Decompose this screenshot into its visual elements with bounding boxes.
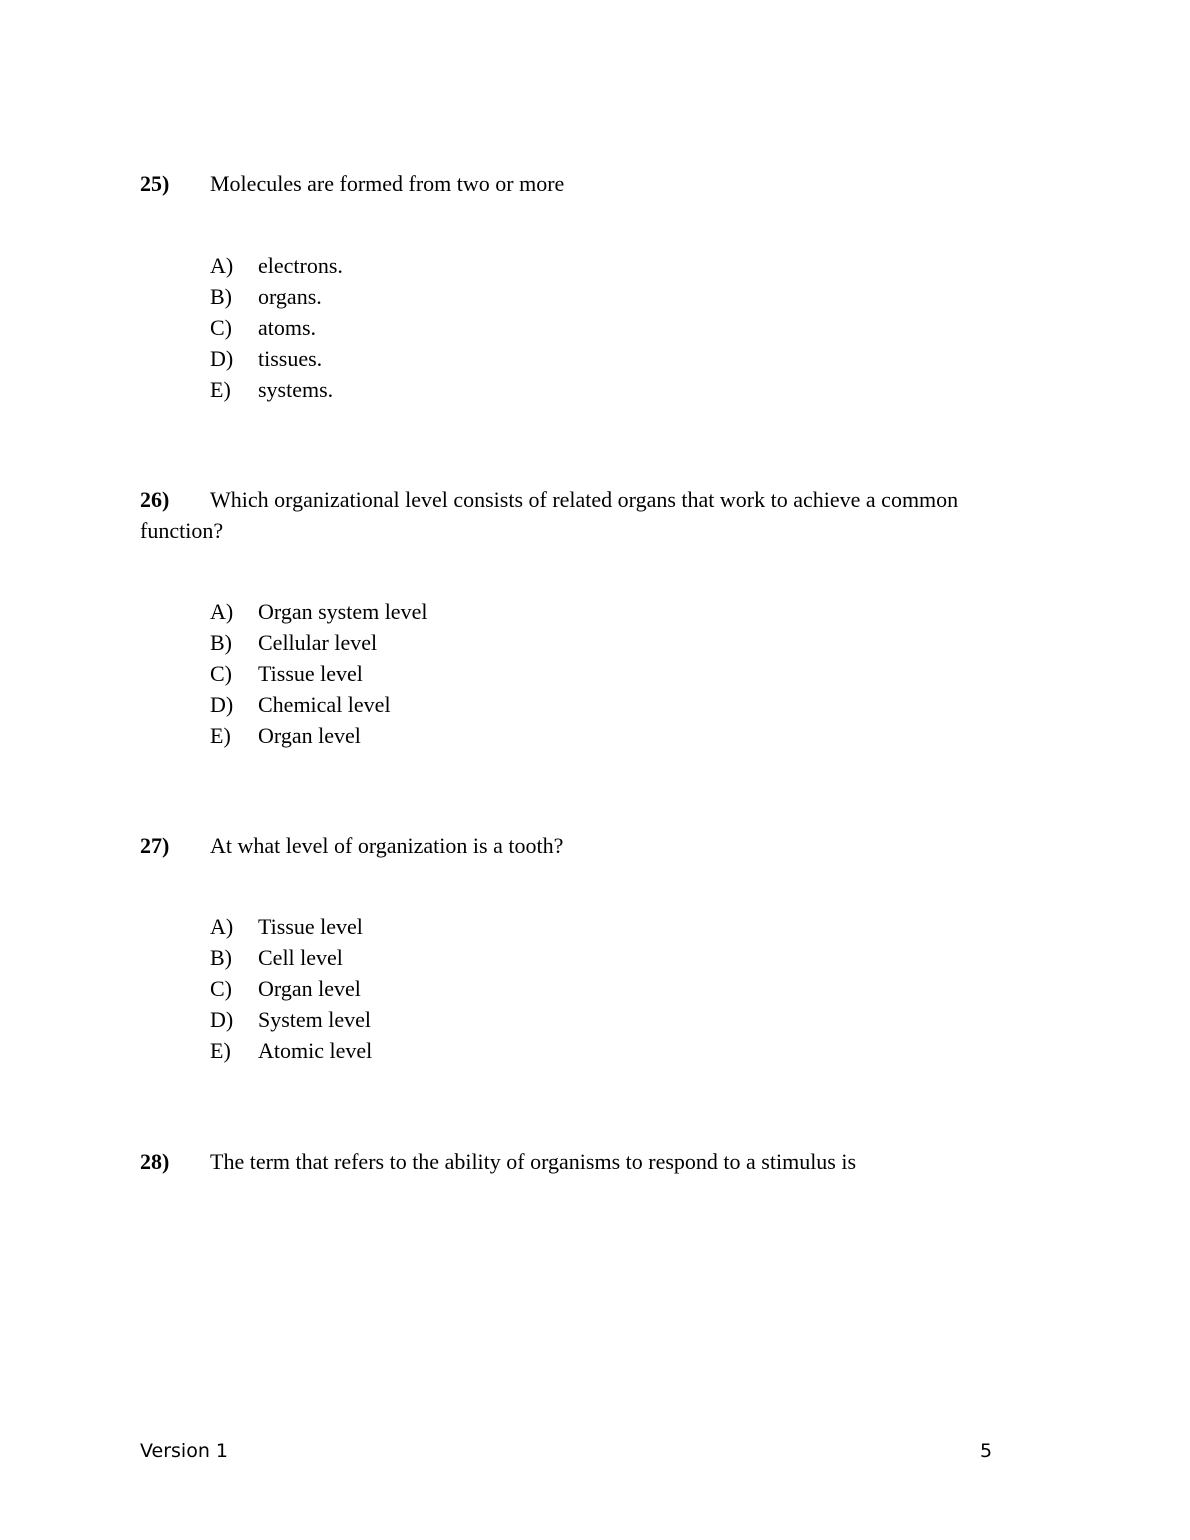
answer-option-e bbox=[210, 1035, 372, 1066]
answer-option-d bbox=[210, 689, 427, 720]
option-text: Organ level bbox=[258, 723, 361, 748]
question-stem bbox=[140, 1146, 1020, 1177]
option-letter: A) bbox=[210, 253, 234, 278]
answer-option-a bbox=[210, 250, 343, 281]
option-letter: E) bbox=[210, 723, 231, 748]
question-stem bbox=[140, 484, 1020, 546]
question-text: Molecules are formed from two or more bbox=[210, 171, 565, 196]
option-text: Organ system level bbox=[258, 599, 428, 624]
footer-version: Version 1 bbox=[140, 1440, 228, 1462]
question-stem bbox=[140, 168, 1020, 199]
option-letter: D) bbox=[210, 346, 234, 371]
answer-option-c bbox=[210, 973, 372, 1004]
option-letter: C) bbox=[210, 661, 232, 686]
option-text: systems. bbox=[258, 377, 334, 402]
answer-options bbox=[210, 911, 372, 1066]
option-letter: B) bbox=[210, 284, 232, 309]
option-letter: E) bbox=[210, 1038, 231, 1063]
question-25 bbox=[140, 168, 1020, 402]
page-number: 5 bbox=[980, 1440, 993, 1462]
question-stem bbox=[140, 830, 1020, 861]
option-text: electrons. bbox=[258, 253, 343, 278]
option-text: Tissue level bbox=[258, 914, 363, 939]
question-26 bbox=[140, 484, 1020, 748]
answer-option-b bbox=[210, 942, 372, 973]
option-letter: C) bbox=[210, 315, 232, 340]
option-text: Atomic level bbox=[258, 1038, 373, 1063]
option-text: tissues. bbox=[258, 346, 323, 371]
option-text: Cell level bbox=[258, 945, 343, 970]
option-text: Cellular level bbox=[258, 630, 378, 655]
option-letter: D) bbox=[210, 692, 234, 717]
answer-options bbox=[210, 250, 343, 405]
option-letter: E) bbox=[210, 377, 231, 402]
answer-option-d bbox=[210, 1004, 372, 1035]
option-letter: B) bbox=[210, 945, 232, 970]
question-27 bbox=[140, 830, 1020, 1063]
option-letter: A) bbox=[210, 914, 234, 939]
answer-options bbox=[210, 596, 427, 751]
question-number: 26) bbox=[140, 487, 170, 512]
option-letter: A) bbox=[210, 599, 234, 624]
answer-option-e bbox=[210, 720, 427, 751]
option-text: organs. bbox=[258, 284, 322, 309]
option-text: System level bbox=[258, 1007, 372, 1032]
option-text: Tissue level bbox=[258, 661, 363, 686]
option-letter: C) bbox=[210, 976, 232, 1001]
option-letter: B) bbox=[210, 630, 232, 655]
question-number: 27) bbox=[140, 833, 170, 858]
question-text: At what level of organization is a tooth? bbox=[210, 833, 564, 858]
option-text: Organ level bbox=[258, 976, 361, 1001]
answer-option-d bbox=[210, 343, 343, 374]
answer-option-a bbox=[210, 596, 427, 627]
question-28 bbox=[140, 1146, 1020, 1177]
option-letter: D) bbox=[210, 1007, 234, 1032]
question-text: Which organizational level consists of related organs that work to achieve a common function? bbox=[140, 487, 959, 543]
answer-option-c bbox=[210, 658, 427, 689]
question-number: 28) bbox=[140, 1149, 170, 1174]
answer-option-b bbox=[210, 281, 343, 312]
answer-option-e bbox=[210, 374, 343, 405]
answer-option-a bbox=[210, 911, 372, 942]
answer-option-b bbox=[210, 627, 427, 658]
option-text: atoms. bbox=[258, 315, 317, 340]
question-number: 25) bbox=[140, 171, 170, 196]
answer-option-c bbox=[210, 312, 343, 343]
question-text: The term that refers to the ability of organisms to respond to a stimulus is bbox=[210, 1149, 857, 1174]
option-text: Chemical level bbox=[258, 692, 391, 717]
